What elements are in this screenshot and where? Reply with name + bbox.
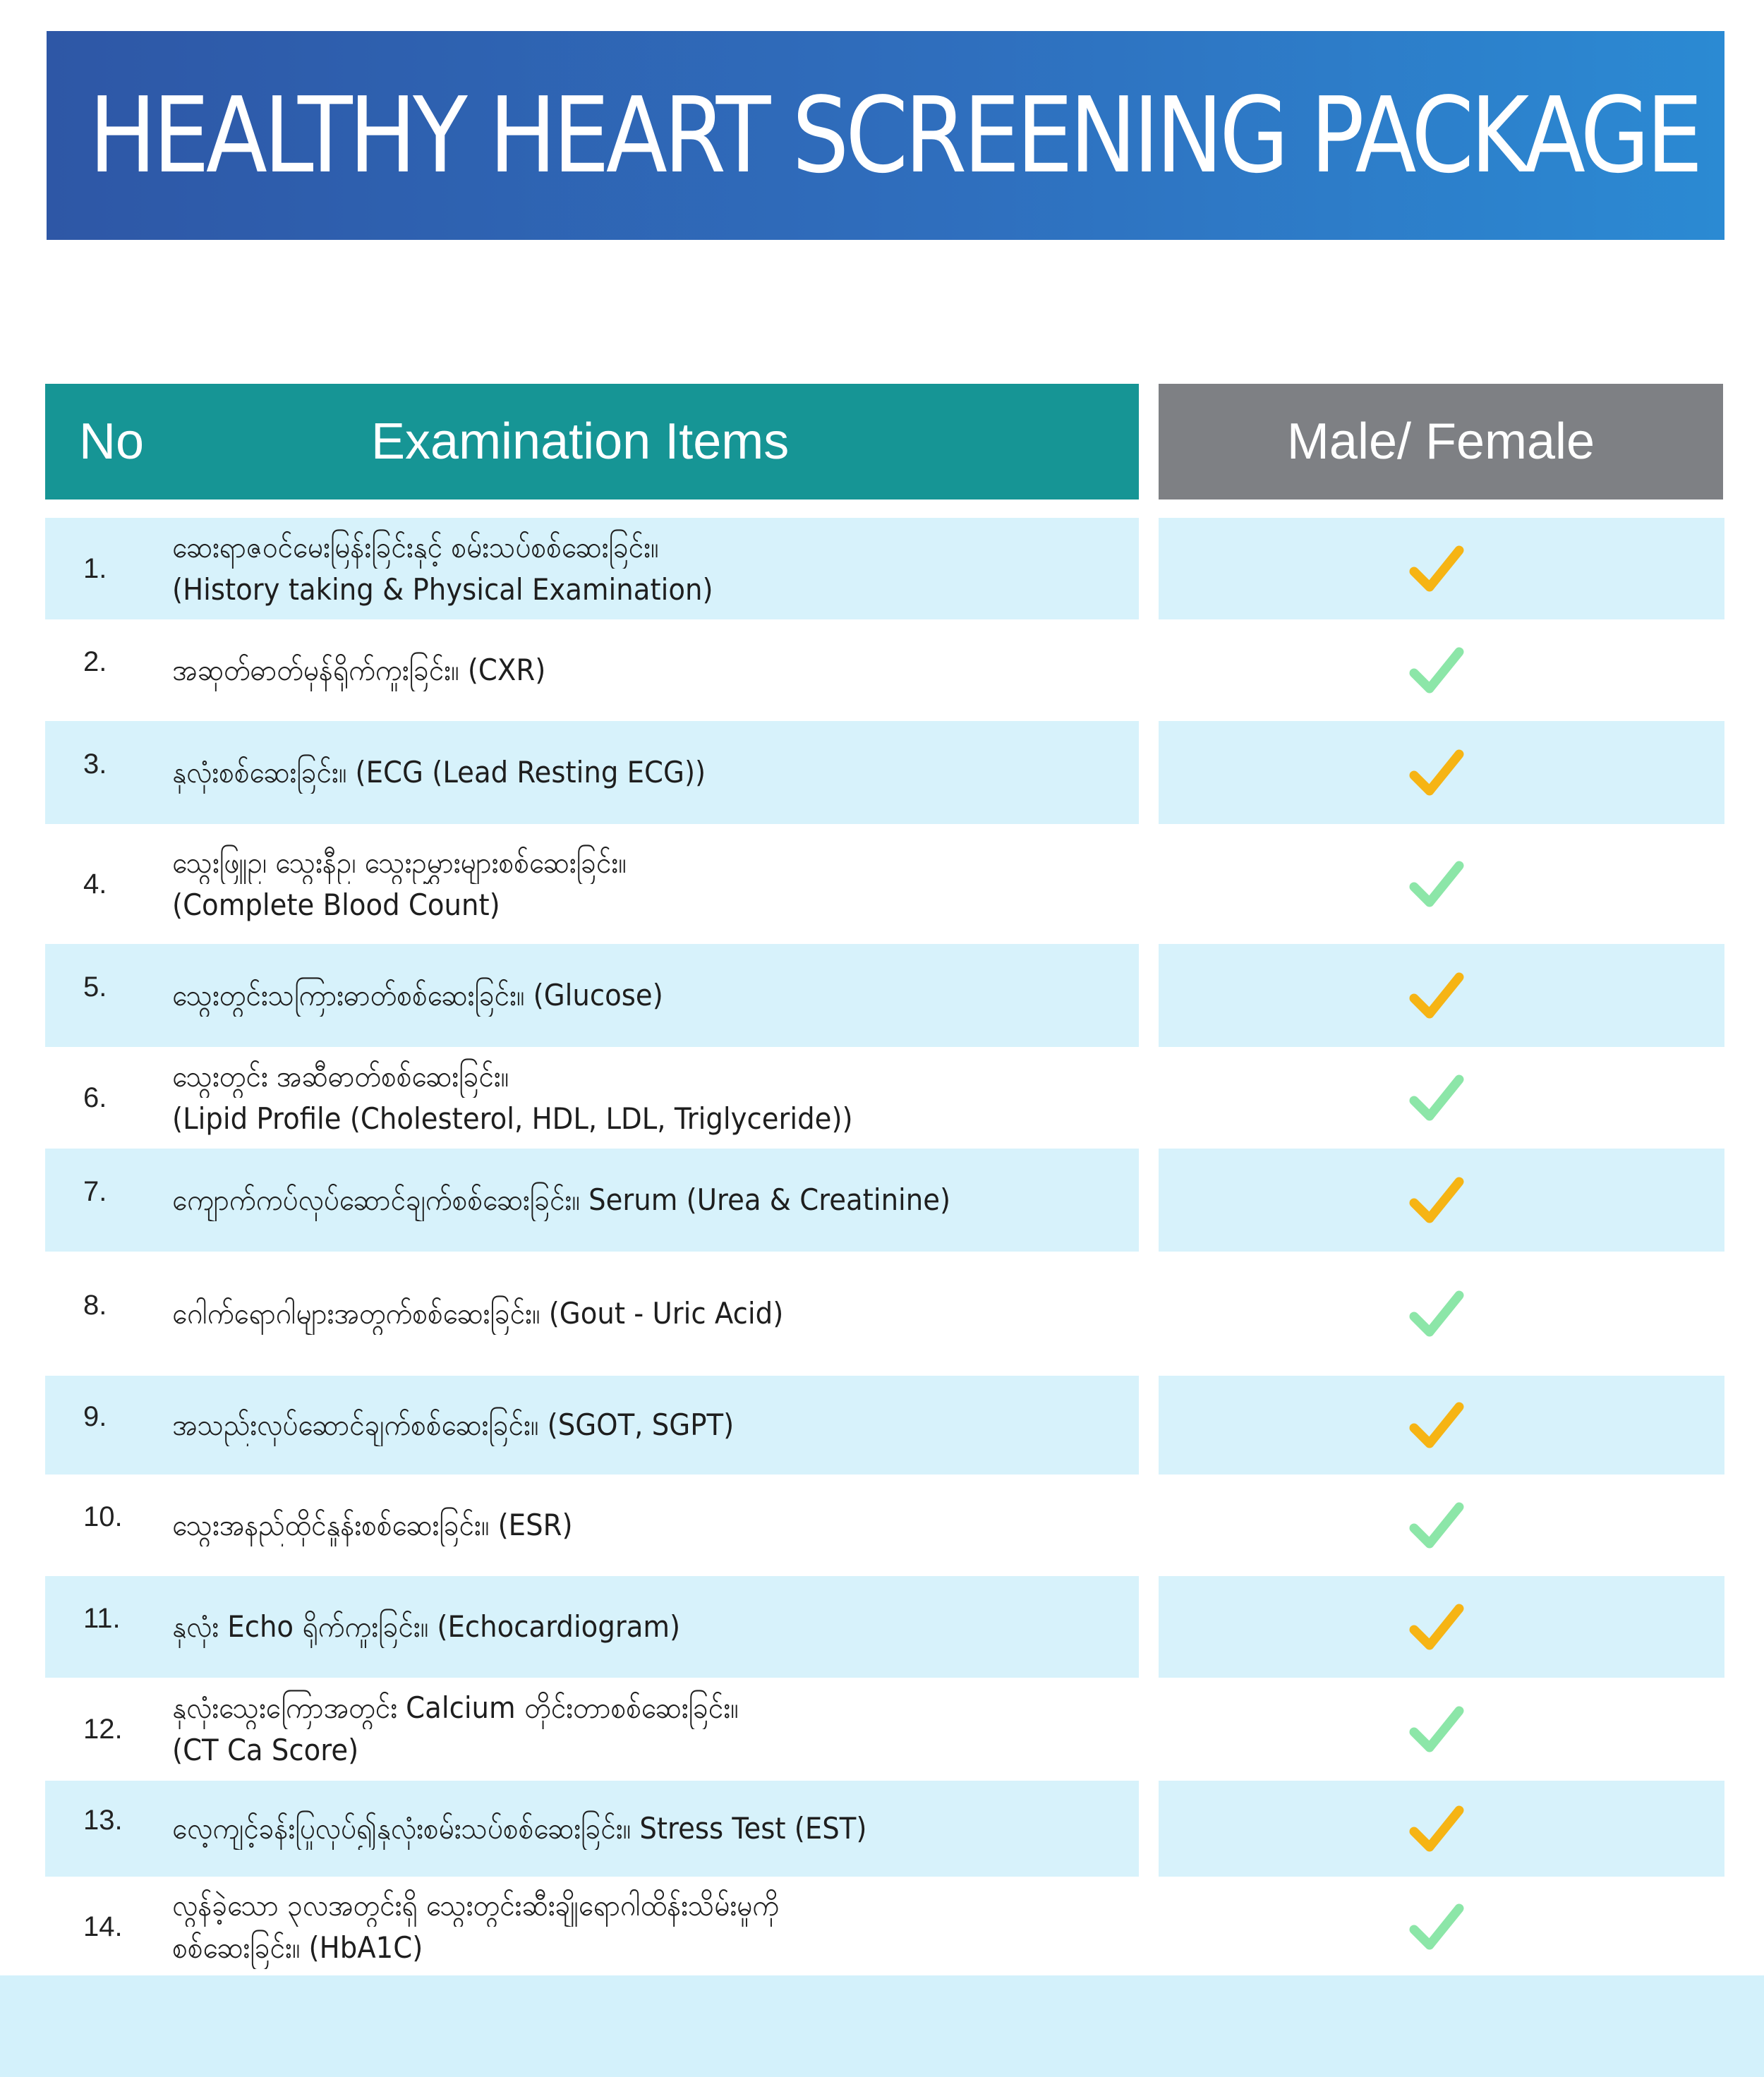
examination-item-line2: (Complete Blood Count) [172,888,500,922]
table-row [0,1253,1764,1374]
examination-item-line2: (History taking & Physical Examination) [172,572,713,607]
examination-item-line1: နှလုံးစစ်ဆေးခြင်း။ (ECG (Lead Resting ECG)) [172,755,706,789]
check-icon [1408,967,1465,1024]
table-row [0,621,1764,720]
examination-item-line1: လေ့ကျင့်ခန်းပြုလုပ်၍နှလုံးစမ်းသပ်စစ်ဆေးခြင်း။ Stress Test (EST) [172,1811,867,1846]
check-icon [1408,856,1465,912]
examination-item [172,1179,1068,1221]
examination-item [172,1807,1068,1850]
examination-item-line2: စစ်ဆေးခြင်း။ (HbA1C) [172,1930,423,1965]
row-number: 3. [83,749,107,780]
examination-item [172,1292,1068,1335]
row-number: 4. [83,868,107,900]
table-row [0,944,1764,1047]
table-row [0,1781,1764,1877]
examination-item [172,1884,1068,1969]
table-row [0,721,1764,824]
examination-item [172,649,1068,691]
check-icon [1408,1285,1465,1342]
table-header-right [1159,384,1723,499]
table-header-left [45,384,1139,499]
row-number: 5. [83,971,107,1003]
check-icon [1408,1172,1465,1228]
row-number: 11. [83,1603,121,1634]
examination-item-line1: သွေးတွင်း အဆီဓာတ်စစ်ဆေးခြင်း။ [172,1059,509,1094]
header-no: No [79,413,145,470]
examination-item [172,1504,1068,1546]
footer-band [0,1975,1764,2077]
row-number: 13. [83,1805,123,1836]
examination-item [172,751,1068,794]
examination-item-line2: (Lipid Profile (Cholesterol, HDL, LDL, Triglyceride)) [172,1101,853,1136]
row-number: 8. [83,1290,107,1321]
check-icon [1408,1701,1465,1757]
table-row [0,1679,1764,1779]
table-row [0,1476,1764,1575]
check-icon [1408,642,1465,698]
examination-item-line2: (CT Ca Score) [172,1733,359,1767]
header-examination-items: Examination Items [371,413,790,470]
examination-item [172,1606,1068,1648]
examination-item-line1: သွေးတွင်းသကြားဓာတ်စစ်ဆေးခြင်း။ (Glucose) [172,978,663,1012]
table-row [0,1048,1764,1147]
row-number: 14. [83,1911,123,1942]
banner [47,31,1724,240]
table-row [0,1376,1764,1475]
row-number: 9. [83,1401,107,1432]
check-icon [1408,744,1465,801]
table-row [0,825,1764,943]
examination-item-line1: သွေးဖြူဥ၊ သွေးနီဥ၊ သွေးဥမွှားများစစ်ဆေးခြင်း။ [172,845,627,880]
check-icon [1408,1599,1465,1655]
examination-item-line1: အဆုတ်ဓာတ်မှန်ရိုက်ကူးခြင်း။ (CXR) [172,653,546,687]
header-male-female: Male/ Female [1286,413,1595,470]
examination-item-line1: ဆေးရာဇဝင်မေးမြန်းခြင်းနှင့် စမ်းသပ်စစ်ဆေးခြင်း။ [172,530,659,564]
examination-item [172,842,1068,926]
examination-item-line1: နှလုံးသွေးကြောအတွင်း Calcium တိုင်းတာစစ်ဆေးခြင်း။ [172,1690,739,1725]
check-icon [1408,1397,1465,1453]
table-row [0,1576,1764,1678]
row-number: 1. [83,553,107,584]
examination-item-line1: လွန်ခဲ့သော ၃လအတွင်းရှိ သွေးတွင်းဆီးချိုရောဂါထိန်းသိမ်းမှုကို [172,1888,779,1922]
check-icon [1408,1800,1465,1857]
examination-item-line1: ကျောက်ကပ်လုပ်ဆောင်ချက်စစ်ဆေးခြင်း။ Serum (Urea & Creatinine) [172,1182,951,1217]
examination-item-line1: သွေးအနည်ထိုင်နှုန်းစစ်ဆေးခြင်း။ (ESR) [172,1508,573,1542]
examination-item [172,974,1068,1017]
check-icon [1408,1497,1465,1554]
table-row [0,1149,1764,1252]
check-icon [1408,1899,1465,1955]
table-row [0,1878,1764,1975]
examination-item [172,1687,1068,1772]
examination-item-line1: အသည်းလုပ်ဆောင်ချက်စစ်ဆေးခြင်း။ (SGOT, SGPT) [172,1407,735,1442]
check-icon [1408,540,1465,597]
row-number: 7. [83,1176,107,1207]
examination-item [172,526,1068,611]
row-number: 2. [83,646,107,677]
row-number: 12. [83,1714,123,1745]
table-row [0,518,1764,619]
examination-item-line1: နှလုံး Echo ရိုက်ကူးခြင်း။ (Echocardiogram) [172,1609,681,1644]
check-icon [1408,1070,1465,1126]
examination-item [172,1055,1068,1140]
page-title: HEALTHY HEART SCREENING PACKAGE [89,75,1700,196]
row-number: 10. [83,1501,123,1532]
examination-item [172,1404,1068,1446]
row-number: 6. [83,1082,107,1113]
examination-item-line1: ဂေါက်ရောဂါများအတွက်စစ်ဆေးခြင်း။ (Gout - Uric Acid) [172,1296,784,1331]
